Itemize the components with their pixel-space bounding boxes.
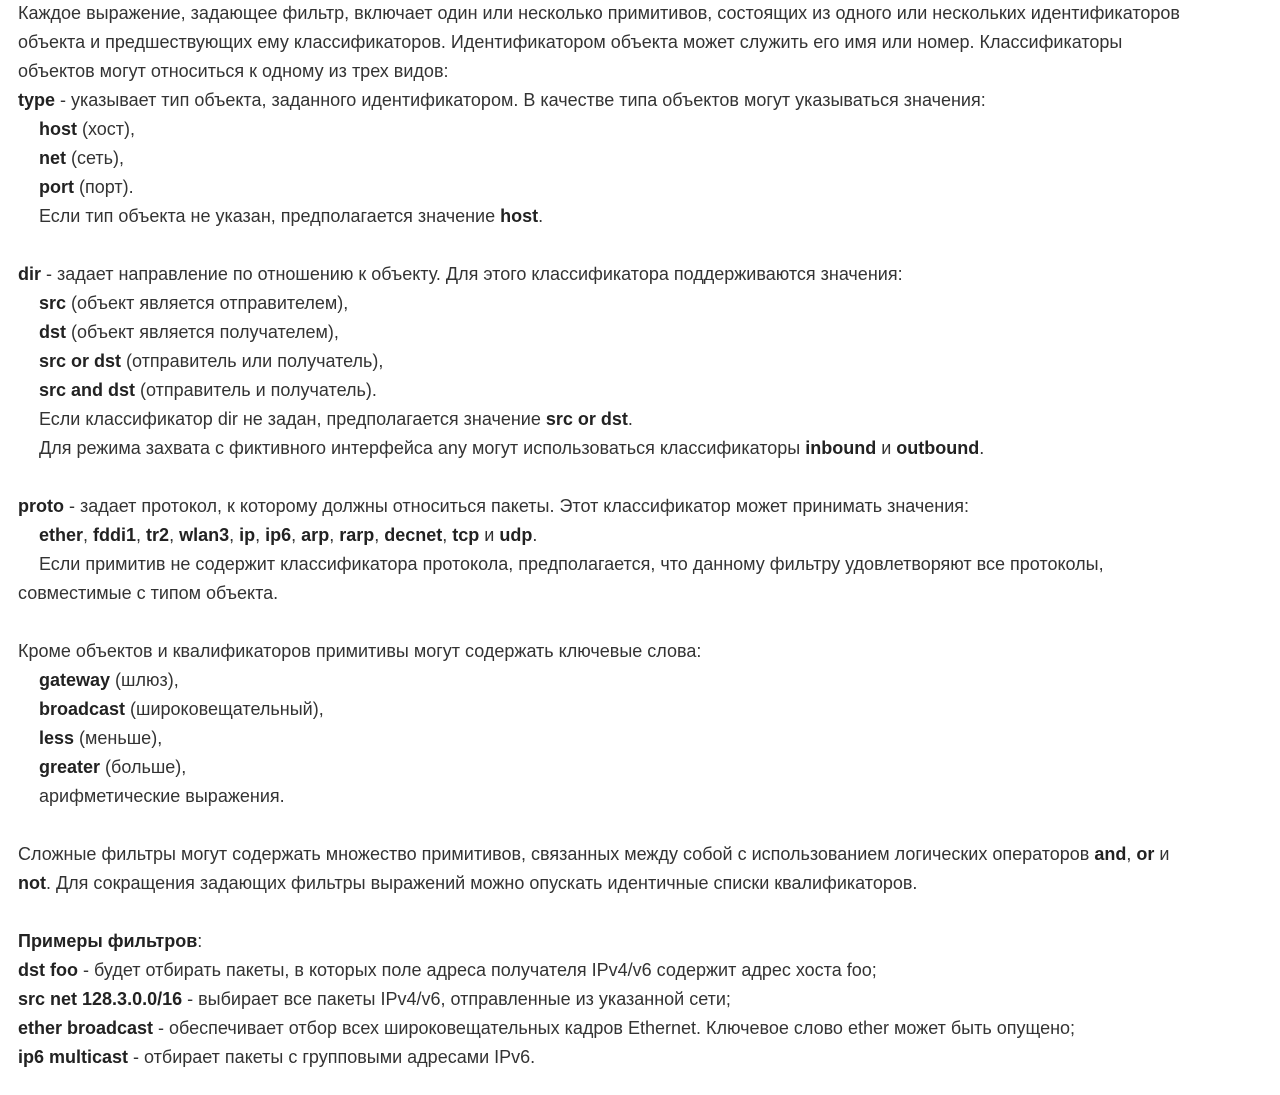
type-value-item: port (порт). [39, 177, 134, 197]
spacer [18, 463, 1268, 492]
intro-line-2: объекта и предшествующих ему классификаторов. Идентификатором объекта может служить его имя или номер. Классификаторы [18, 32, 1123, 52]
intro-line-3: объектов могут относиться к одному из трех видов: [18, 61, 449, 81]
proto-values: ether, fddi1, tr2, wlan3, ip, ip6, arp, rarp, decnet, tcp и udp. [39, 525, 538, 545]
example-item: src net 128.3.0.0/16 - выбирает все пакеты IPv4/v6, отправленные из указанной сети; [18, 989, 731, 1009]
type-description: - указывает тип объекта, заданного идентификатором. В качестве типа объектов могут указываться значения: [55, 90, 986, 110]
dir-description: - задает направление по отношению к объекту. Для этого классификатора поддерживаются значения: [41, 264, 903, 284]
dir-definition [18, 260, 1268, 289]
keyword-item: gateway (шлюз), [39, 670, 179, 690]
keyword-item: broadcast (широковещательный), [39, 699, 324, 719]
dir-value-item: src and dst (отправитель и получатель). [39, 380, 377, 400]
example-item: dst foo - будет отбирать пакеты, в которых поле адреса получателя IPv4/v6 содержит адрес хоста foo; [18, 960, 877, 980]
keyword-item-last: арифметические выражения. [39, 786, 285, 806]
keyword-item: greater (больше), [39, 757, 187, 777]
type-definition [18, 86, 1268, 115]
type-value-item: host (хост), [39, 119, 136, 139]
keyword-item: less (меньше), [39, 728, 163, 748]
type-value-item: net (сеть), [39, 148, 125, 168]
proto-definition [18, 492, 1268, 521]
spacer [18, 608, 1268, 637]
dir-default-note: Если классификатор dir не задан, предполагается значение src or dst. [39, 409, 633, 429]
dir-value-item: dst (объект является получателем), [39, 322, 339, 342]
complex-line-1: Сложные фильтры могут содержать множество примитивов, связанных между собой с использованием логических операторов and, or и [18, 844, 1170, 864]
intro-line-1: Каждое выражение, задающее фильтр, включает один или несколько примитивов, состоящих из одного или нескольких идентификаторов [18, 3, 1180, 23]
dir-value-item: src (объект является отправителем), [39, 293, 349, 313]
proto-term: proto [18, 496, 64, 516]
spacer [18, 231, 1268, 260]
type-term: type [18, 90, 56, 110]
proto-description: - задает протокол, к которому должны относиться пакеты. Этот классификатор может принимать значения: [63, 496, 970, 516]
document-body [18, 0, 1268, 1072]
keywords-intro: Кроме объектов и квалификаторов примитивы могут содержать ключевые слова: [18, 641, 702, 661]
dir-value-item: src or dst (отправитель или получатель), [39, 351, 384, 371]
spacer [18, 898, 1268, 927]
example-item: ether broadcast - обеспечивает отбор всех широковещательных кадров Ethernet. Ключевое слово ether может быть опущено; [18, 1018, 1076, 1038]
proto-note-line-2: совместимые с типом объекта. [18, 583, 279, 603]
dir-any-note: Для режима захвата с фиктивного интерфейса any могут использоваться классификаторы inbound и outbound. [39, 438, 985, 458]
dir-term: dir [18, 264, 42, 284]
examples-heading: Примеры фильтров: [18, 931, 203, 951]
proto-note-line-1: Если примитив не содержит классификатора протокола, предполагается, что данному фильтру удовлетворяют все протоколы, [39, 554, 1104, 574]
spacer [18, 811, 1268, 840]
example-item: ip6 multicast - отбирает пакеты с групповыми адресами IPv6. [18, 1047, 536, 1067]
type-default-note: Если тип объекта не указан, предполагается значение host. [39, 206, 544, 226]
complex-line-2: not. Для сокращения задающих фильтры выражений можно опускать идентичные списки квалификаторов. [18, 873, 918, 893]
